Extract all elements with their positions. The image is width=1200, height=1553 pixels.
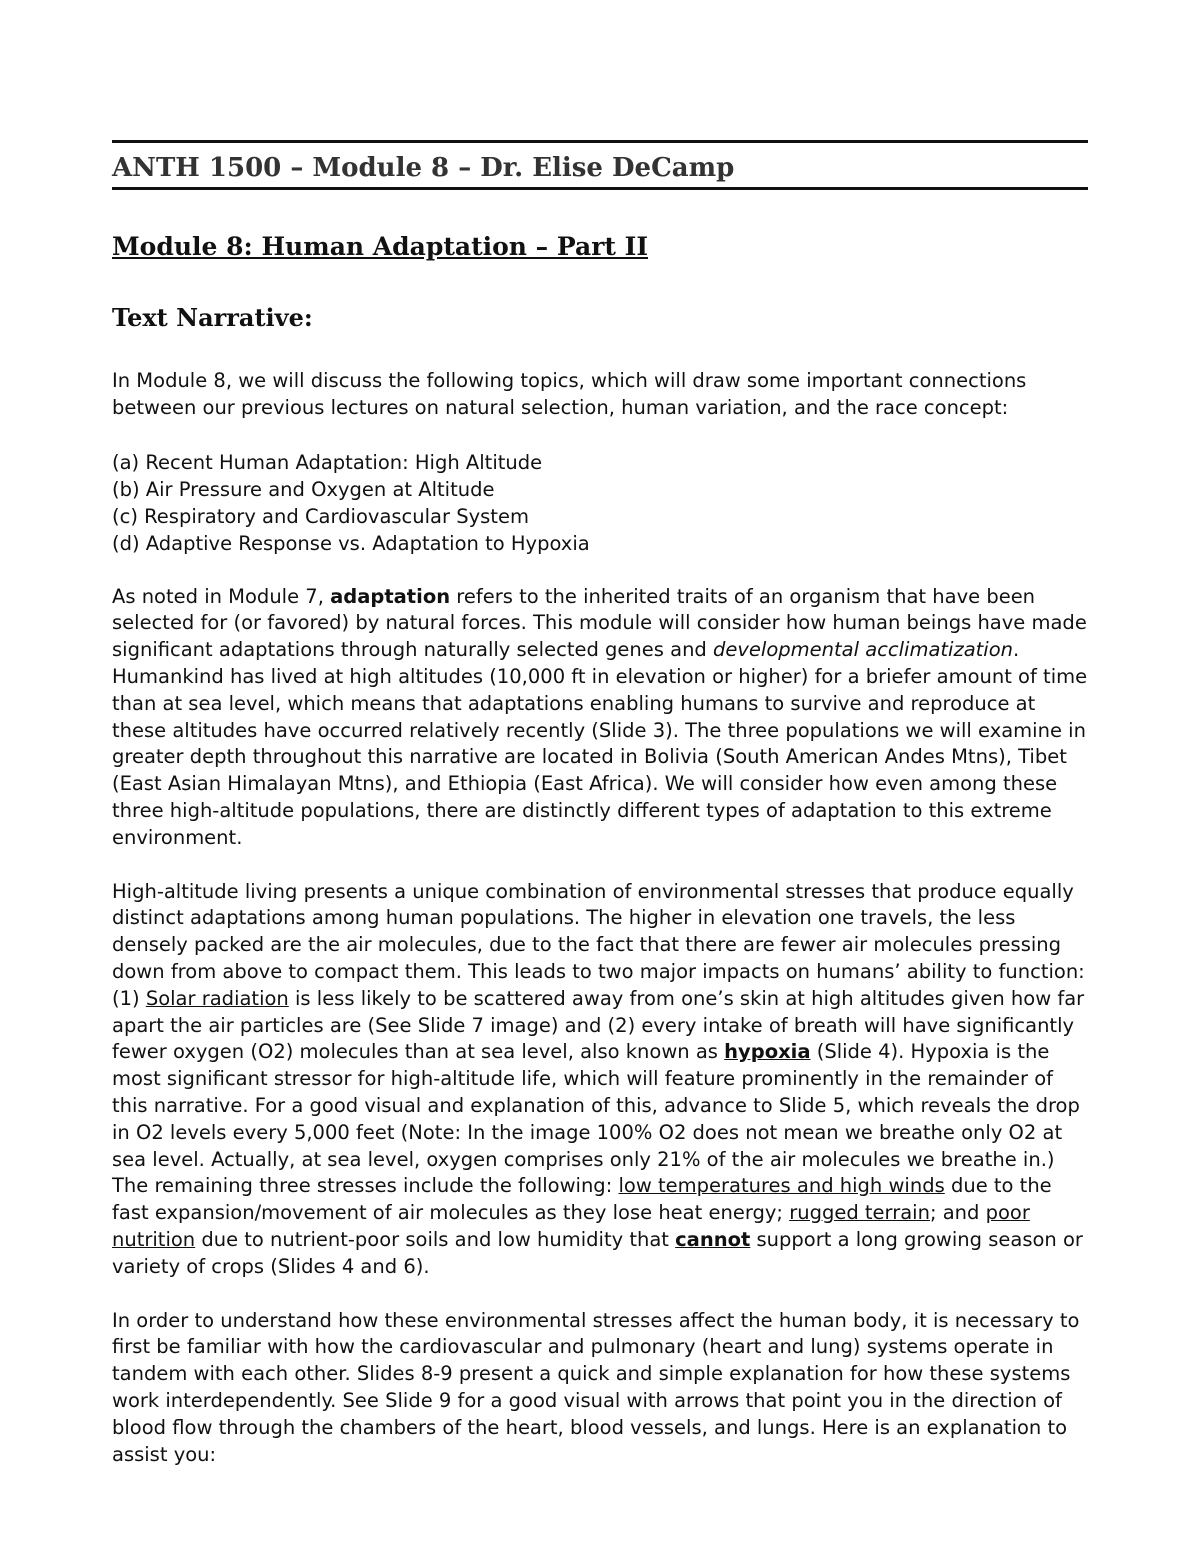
text-run: support a long growing season or variety of crops (Slides 4 and 6). <box>112 1227 1083 1278</box>
text-run: refers to the inherited traits of an organism that have been selected for (or favored) by natural forces. This module will consider how human beings have made significant adaptations through naturally selected genes and <box>112 584 1087 662</box>
text-run: . Humankind has lived at high altitudes (10,000 ft in elevation or higher) for a briefer amount of time than at sea level, which means that adaptations enabling humans to survive and reproduce at these altitudes have occurred relatively recently (Slide 3). The three populations we will examine in greater depth throughout this narrative are located in Bolivia (South American Andes Mtns), Tibet (East Asian Himalayan Mtns), and Ethiopia (East Africa). We will consider how even among these three high-altitude populations, there are distinctly different types of adaptation to this extreme environment. <box>112 638 1088 849</box>
topic-item: (c) Respiratory and Cardiovascular System <box>112 504 529 528</box>
topic-item: (a) Recent Human Adaptation: High Altitude <box>112 450 543 474</box>
topic-item: (b) Air Pressure and Oxygen at Altitude <box>112 477 495 501</box>
term-poor-nutrition: poor nutrition <box>112 1201 1030 1251</box>
module-title: Module 8: Human Adaptation – Part II <box>112 232 649 261</box>
section-heading: Text Narrative: <box>112 303 313 332</box>
text-run: due to nutrient-poor soils and low humidity that <box>195 1227 676 1251</box>
document-page <box>112 140 1088 1468</box>
document-header: ANTH 1500 – Module 8 – Dr. Elise DeCamp <box>112 153 735 183</box>
text-run: (Slide 4). Hypoxia is the most significant stressor for high-altitude life, which will feature prominently in the remainder of this narrative. For a good visual and explanation of this, advance to Slide 5, which reveals the drop in O2 levels every 5,000 feet (Note: In the image 100% O2 does not mean we breathe only O2 at sea level. Actually, at sea level, oxygen comprises only 21% of the air molecules we breathe in.) The remaining three stresses include the following: <box>112 1040 1080 1198</box>
term-cannot: cannot <box>675 1227 751 1251</box>
cardiovascular-paragraph: In order to understand how these environmental stresses affect the human body, it is necessary to first be familiar with how the cardiovascular and pulmonary (heart and lung) systems operate in tandem with each other. Slides 8-9 present a quick and simple explanation for how these systems work interdependently. See Slide 9 for a good visual with arrows that point you in the direction of blood flow through the chambers of the heart, blood vessels, and lungs. Here is an explanation to assist you: <box>112 1308 1080 1466</box>
term-adaptation: adaptation <box>330 584 451 608</box>
adaptation-paragraph <box>112 584 1088 852</box>
text-run: ; and <box>929 1201 986 1225</box>
term-solar-radiation: Solar radiation <box>145 986 289 1010</box>
topic-item: (d) Adaptive Response vs. Adaptation to Hypoxia <box>112 531 590 555</box>
term-developmental-acclimatization: developmental acclimatization <box>713 638 1013 662</box>
text-run: due to the fast expansion/movement of air molecules as they lose heat energy; <box>112 1174 1052 1225</box>
intro-paragraph: In Module 8, we will discuss the following topics, which will draw some important connections between our previous lectures on natural selection, human variation, and the race concept: <box>112 369 1027 419</box>
term-hypoxia: hypoxia <box>724 1040 811 1064</box>
text-run: High-altitude living presents a unique combination of environmental stresses that produce equally distinct adaptations among human populations. The higher in elevation one travels, the less densely packed are the air molecules, due to the fact that there are fewer air molecules pressing down from above to compact them. This leads to two major impacts on humans’ ability to function: (1) <box>112 879 1085 1010</box>
text-run: As noted in Module 7, <box>112 584 331 608</box>
term-rugged-terrain: rugged terrain <box>789 1201 930 1225</box>
stresses-paragraph <box>112 879 1088 1281</box>
header-bottom-rule <box>112 187 1088 190</box>
topic-list <box>112 449 1088 557</box>
term-low-temperatures: low temperatures and high winds <box>618 1174 945 1198</box>
text-run: is less likely to be scattered away from one’s skin at high altitudes given how far apart the air particles are (See Slide 7 image) and (2) every intake of breath will have significantly fewer oxygen (O2) molecules than at sea level, also known as <box>112 986 1085 1064</box>
